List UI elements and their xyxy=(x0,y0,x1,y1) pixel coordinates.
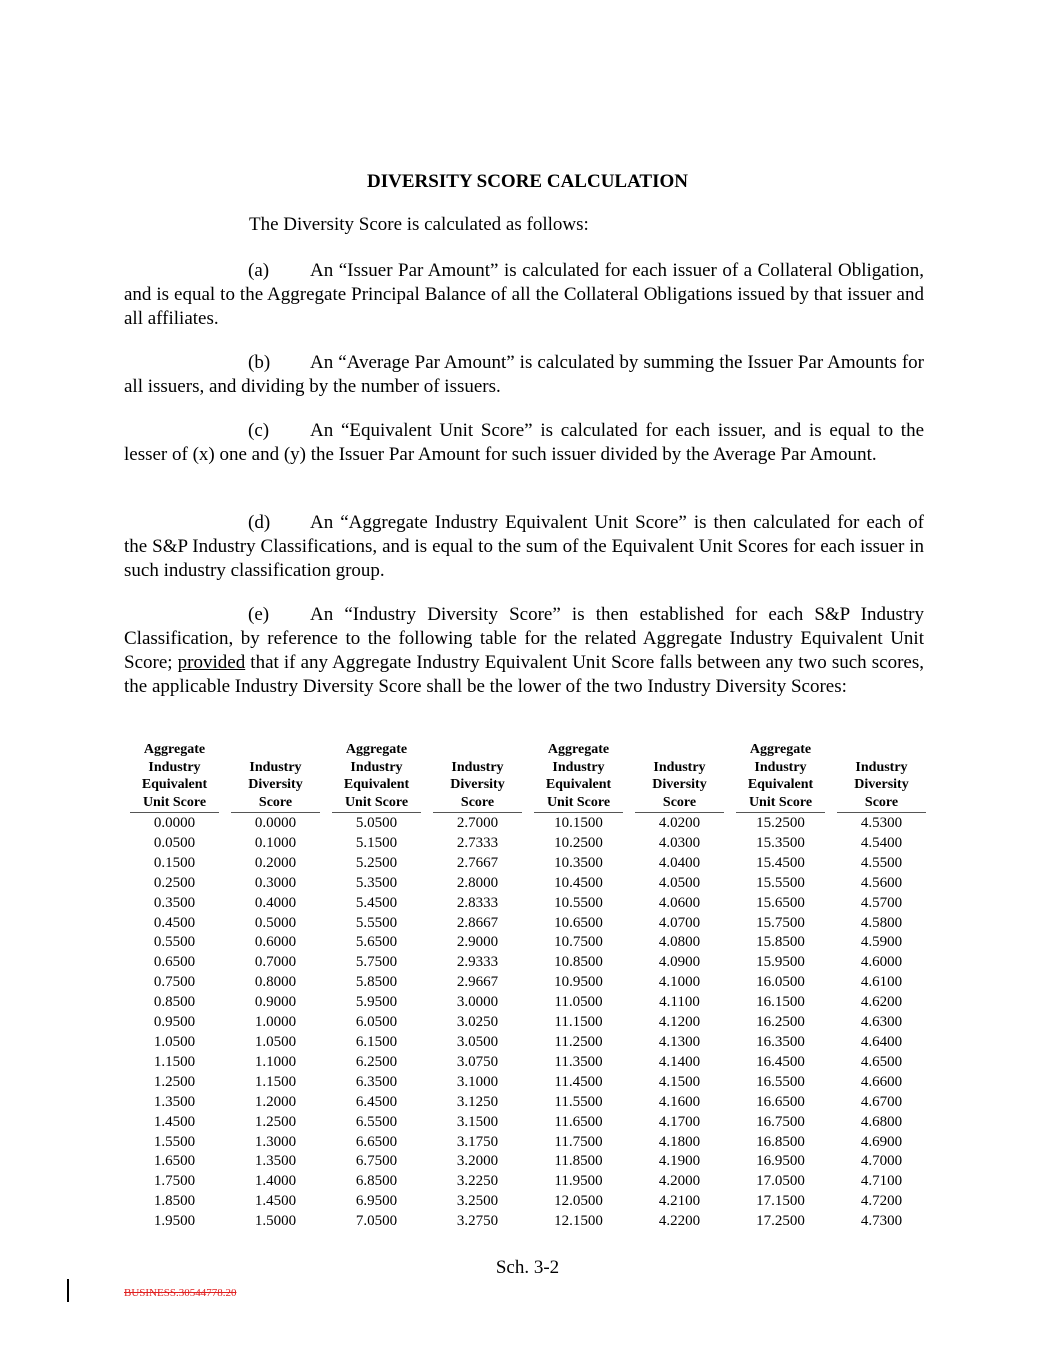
unit-score-cell: 0.5500 xyxy=(153,934,196,951)
unit-score-cell: 11.8500 xyxy=(554,1153,603,1170)
unit-score-cell: 16.8500 xyxy=(756,1133,805,1150)
column-header-line: Equivalent xyxy=(141,777,208,792)
column-header xyxy=(427,741,528,814)
unit-score-cell: 11.9500 xyxy=(554,1173,603,1190)
diversity-score-cell: 4.6100 xyxy=(860,974,903,991)
unit-score-cell: 0.0500 xyxy=(153,834,196,851)
unit-score-cell: 0.1500 xyxy=(153,854,196,871)
unit-score-cell: 17.1500 xyxy=(756,1193,805,1210)
diversity-score-cell: 4.0500 xyxy=(658,874,701,891)
unit-score-cell: 7.0500 xyxy=(355,1213,398,1230)
column-header-line: Industry xyxy=(451,759,504,775)
diversity-score-cell: 2.7333 xyxy=(456,834,499,851)
column-header-line: Score xyxy=(662,794,697,810)
paragraph-label: (e) xyxy=(248,604,270,625)
unit-score-cell: 15.2500 xyxy=(756,815,805,831)
diversity-score-cell: 3.2750 xyxy=(456,1213,499,1230)
unit-score-cell: 5.3500 xyxy=(355,874,398,891)
diversity-score-cell: 4.5600 xyxy=(860,874,903,891)
unit-score-cell: 6.3500 xyxy=(355,1073,398,1090)
diversity-score-cell: 0.3000 xyxy=(254,874,297,891)
table-row xyxy=(124,854,932,874)
column-header-line: Equivalent xyxy=(545,777,612,792)
paragraph-label: (c) xyxy=(248,420,270,441)
diversity-score-cell: 1.1000 xyxy=(254,1053,297,1070)
diversity-score-cell: 4.1400 xyxy=(658,1053,701,1070)
diversity-score-cell: 3.0250 xyxy=(456,1014,499,1031)
table-row xyxy=(124,834,932,854)
table-row xyxy=(124,1013,932,1033)
column-header-line xyxy=(433,741,522,759)
diversity-score-cell: 4.7000 xyxy=(860,1153,903,1170)
diversity-score-table xyxy=(124,741,932,1232)
column-header xyxy=(124,741,225,814)
page-number: Sch. 3-2 xyxy=(495,1257,560,1278)
diversity-score-cell: 4.0200 xyxy=(658,815,701,831)
table-row xyxy=(124,1192,932,1212)
diversity-score-cell: 0.6000 xyxy=(254,934,297,951)
diversity-score-cell: 0.2000 xyxy=(254,854,297,871)
column-header xyxy=(730,741,831,814)
table-row xyxy=(124,973,932,993)
column-header xyxy=(831,741,932,814)
diversity-score-cell: 4.7200 xyxy=(860,1193,903,1210)
unit-score-cell: 11.1500 xyxy=(554,1014,603,1031)
unit-score-cell: 10.9500 xyxy=(554,974,603,991)
table-row xyxy=(124,1172,932,1192)
diversity-score-cell: 4.1200 xyxy=(658,1014,701,1031)
diversity-score-cell: 0.7000 xyxy=(254,954,297,971)
paragraph-a xyxy=(124,259,924,331)
diversity-score-cell: 4.0300 xyxy=(658,834,701,851)
unit-score-cell: 6.5500 xyxy=(355,1113,398,1130)
unit-score-cell: 1.3500 xyxy=(153,1093,196,1110)
diversity-score-cell: 4.6300 xyxy=(860,1014,903,1031)
table-row xyxy=(124,1093,932,1113)
unit-score-cell: 6.1500 xyxy=(355,1033,398,1050)
unit-score-cell: 1.4500 xyxy=(153,1113,196,1130)
unit-score-cell: 16.5500 xyxy=(756,1073,805,1090)
unit-score-cell: 1.0500 xyxy=(153,1033,196,1050)
diversity-score-cell: 4.5900 xyxy=(860,934,903,951)
diversity-score-cell: 4.0600 xyxy=(658,894,701,911)
unit-score-cell: 5.2500 xyxy=(355,854,398,871)
paragraph-e xyxy=(124,603,924,699)
unit-score-cell: 0.3500 xyxy=(153,894,196,911)
diversity-score-cell: 0.1000 xyxy=(254,834,297,851)
table-row xyxy=(124,1033,932,1053)
unit-score-cell: 10.5500 xyxy=(554,894,603,911)
paragraph-label: (b) xyxy=(248,352,271,373)
unit-score-cell: 0.9500 xyxy=(153,1014,196,1031)
column-header-line: Industry xyxy=(552,759,605,775)
paragraph-text: An “Aggregate Industry Equivalent Unit Score” is then calculated for each of the S&P Industry Classifications, and is equal to the sum of the Equivalent Unit Scores for each issuer in such industry classification group. xyxy=(124,512,924,581)
unit-score-cell: 6.2500 xyxy=(355,1053,398,1070)
unit-score-cell: 16.6500 xyxy=(756,1093,805,1110)
diversity-score-cell: 3.1750 xyxy=(456,1133,499,1150)
diversity-score-cell: 4.1800 xyxy=(658,1133,701,1150)
diversity-score-cell: 2.9333 xyxy=(456,954,499,971)
column-header xyxy=(225,741,326,814)
unit-score-cell: 16.2500 xyxy=(756,1014,805,1031)
diversity-score-cell: 2.8333 xyxy=(456,894,499,911)
diversity-score-cell: 3.2000 xyxy=(456,1153,499,1170)
column-header-line: Industry xyxy=(148,759,201,775)
diversity-score-cell: 4.6900 xyxy=(860,1133,903,1150)
diversity-score-cell: 4.1700 xyxy=(658,1113,701,1130)
diversity-score-cell: 4.5800 xyxy=(860,914,903,931)
column-header-line: Aggregate xyxy=(749,742,812,757)
unit-score-cell: 15.3500 xyxy=(756,834,805,851)
paragraph-d xyxy=(124,511,924,583)
diversity-score-cell: 1.5000 xyxy=(254,1213,297,1230)
unit-score-cell: 5.9500 xyxy=(355,994,398,1011)
unit-score-cell: 1.5500 xyxy=(153,1133,196,1150)
column-header xyxy=(528,741,629,814)
unit-score-cell: 0.4500 xyxy=(153,914,196,931)
unit-score-cell: 10.4500 xyxy=(554,874,603,891)
table-row xyxy=(124,874,932,894)
column-header-line: Unit Score xyxy=(142,794,207,810)
column-header-line: Equivalent xyxy=(343,777,410,792)
document-id: BUSINESS.30544778.20 xyxy=(124,1287,237,1299)
unit-score-cell: 6.8500 xyxy=(355,1173,398,1190)
table-row xyxy=(124,953,932,973)
unit-score-cell: 6.6500 xyxy=(355,1133,398,1150)
column-header-line: Diversity xyxy=(854,777,909,792)
unit-score-cell: 5.6500 xyxy=(355,934,398,951)
diversity-score-cell: 4.2000 xyxy=(658,1173,701,1190)
unit-score-cell: 16.7500 xyxy=(756,1113,805,1130)
column-header-line xyxy=(837,741,926,759)
column-header-line: Diversity xyxy=(248,777,303,792)
diversity-score-cell: 4.6700 xyxy=(860,1093,903,1110)
diversity-score-cell: 3.0500 xyxy=(456,1033,499,1050)
unit-score-cell: 5.4500 xyxy=(355,894,398,911)
diversity-score-cell: 1.4500 xyxy=(254,1193,297,1210)
paragraph-b xyxy=(124,351,924,399)
unit-score-cell: 11.4500 xyxy=(554,1073,603,1090)
column-header-line: Industry xyxy=(653,759,706,775)
diversity-score-cell: 0.8000 xyxy=(254,974,297,991)
unit-score-cell: 1.2500 xyxy=(153,1073,196,1090)
paragraph-label: (a) xyxy=(248,260,270,281)
unit-score-cell: 6.7500 xyxy=(355,1153,398,1170)
diversity-score-cell: 0.4000 xyxy=(254,894,297,911)
diversity-score-cell: 4.5500 xyxy=(860,854,903,871)
unit-score-cell: 1.1500 xyxy=(153,1053,196,1070)
diversity-score-cell: 3.2250 xyxy=(456,1173,499,1190)
column-header-line xyxy=(635,741,724,759)
column-header-line: Industry xyxy=(855,759,908,775)
table-row xyxy=(124,1073,932,1093)
diversity-score-cell: 3.1250 xyxy=(456,1093,499,1110)
diversity-score-cell: 2.9000 xyxy=(456,934,499,951)
unit-score-cell: 15.5500 xyxy=(756,874,805,891)
unit-score-cell: 16.0500 xyxy=(756,974,805,991)
diversity-score-cell: 3.1000 xyxy=(456,1073,499,1090)
diversity-score-cell: 4.6800 xyxy=(860,1113,903,1130)
unit-score-cell: 15.9500 xyxy=(756,954,805,971)
diversity-score-cell: 2.8667 xyxy=(456,914,499,931)
table-row xyxy=(124,993,932,1013)
column-header-line: Unit Score xyxy=(344,794,409,810)
column-header-line: Industry xyxy=(754,759,807,775)
diversity-score-cell: 4.1000 xyxy=(658,974,701,991)
provided-underlined: provided xyxy=(177,652,246,673)
unit-score-cell: 0.8500 xyxy=(153,994,196,1011)
paragraph-label: (d) xyxy=(248,512,271,533)
diversity-score-cell: 3.0000 xyxy=(456,994,499,1011)
diversity-score-cell: 4.1600 xyxy=(658,1093,701,1110)
diversity-score-cell: 4.5300 xyxy=(860,815,903,831)
diversity-score-cell: 1.0500 xyxy=(254,1033,297,1050)
unit-score-cell: 5.8500 xyxy=(355,974,398,991)
diversity-score-cell: 2.9667 xyxy=(456,974,499,991)
diversity-score-cell: 4.5400 xyxy=(860,834,903,851)
column-header xyxy=(629,741,730,814)
table-row xyxy=(124,1152,932,1172)
paragraph-c xyxy=(124,419,924,467)
column-header-line: Industry xyxy=(350,759,403,775)
unit-score-cell: 10.3500 xyxy=(554,854,603,871)
unit-score-cell: 5.5500 xyxy=(355,914,398,931)
column-header-line: Unit Score xyxy=(748,794,813,810)
table-row xyxy=(124,1053,932,1073)
table-row xyxy=(124,1113,932,1133)
column-header-line: Equivalent xyxy=(747,777,814,792)
unit-score-cell: 15.8500 xyxy=(756,934,805,951)
unit-score-cell: 5.1500 xyxy=(355,834,398,851)
diversity-score-cell: 4.6500 xyxy=(860,1053,903,1070)
diversity-score-cell: 4.6400 xyxy=(860,1033,903,1050)
unit-score-cell: 17.0500 xyxy=(756,1173,805,1190)
paragraph-text: An “Equivalent Unit Score” is calculated for each issuer, and is equal to the lesser of (x) one and (y) the Issuer Par Amount for such issuer divided by the Average Par Amount. xyxy=(124,420,924,465)
table-header-row xyxy=(124,741,932,814)
unit-score-cell: 1.7500 xyxy=(153,1173,196,1190)
unit-score-cell: 11.5500 xyxy=(554,1093,603,1110)
diversity-score-cell: 2.7000 xyxy=(456,815,499,831)
unit-score-cell: 11.3500 xyxy=(554,1053,603,1070)
diversity-score-cell: 1.0000 xyxy=(254,1014,297,1031)
diversity-score-cell: 4.0400 xyxy=(658,854,701,871)
paragraph-text: An “Issuer Par Amount” is calculated for each issuer of a Collateral Obligation, and is equal to the Aggregate Principal Balance of all the Collateral Obligations issued by that issuer and all affiliates. xyxy=(124,260,924,329)
unit-score-cell: 0.6500 xyxy=(153,954,196,971)
table-row xyxy=(124,1133,932,1153)
unit-score-cell: 5.7500 xyxy=(355,954,398,971)
diversity-score-cell: 3.1500 xyxy=(456,1113,499,1130)
unit-score-cell: 11.2500 xyxy=(554,1033,603,1050)
table-row xyxy=(124,814,932,834)
unit-score-cell: 0.7500 xyxy=(153,974,196,991)
diversity-score-cell: 2.7667 xyxy=(456,854,499,871)
unit-score-cell: 6.4500 xyxy=(355,1093,398,1110)
diversity-score-cell: 2.8000 xyxy=(456,874,499,891)
diversity-score-cell: 3.2500 xyxy=(456,1193,499,1210)
unit-score-cell: 12.0500 xyxy=(554,1193,603,1210)
unit-score-cell: 6.9500 xyxy=(355,1193,398,1210)
diversity-score-cell: 4.2200 xyxy=(658,1213,701,1230)
unit-score-cell: 5.0500 xyxy=(355,815,398,831)
unit-score-cell: 11.6500 xyxy=(554,1113,603,1130)
diversity-score-cell: 4.0700 xyxy=(658,914,701,931)
unit-score-cell: 0.0000 xyxy=(153,815,196,831)
page-title: DIVERSITY SCORE CALCULATION xyxy=(367,171,688,192)
paragraph-text: An “Industry Diversity Score” is then established for each S&P Industry Classification, by reference to the following table for the related Aggregate Industry Equivalent Unit Score; xyxy=(124,604,924,673)
unit-score-cell: 10.7500 xyxy=(554,934,603,951)
column-header-line: Score xyxy=(864,794,899,810)
column-header-line: Aggregate xyxy=(547,742,610,757)
intro-text: The Diversity Score is calculated as follows: xyxy=(249,214,589,235)
diversity-score-cell: 1.1500 xyxy=(254,1073,297,1090)
unit-score-cell: 11.7500 xyxy=(554,1133,603,1150)
column-header-line: Aggregate xyxy=(143,742,206,757)
change-bar xyxy=(67,1279,69,1302)
diversity-score-cell: 4.0900 xyxy=(658,954,701,971)
diversity-score-cell: 4.7300 xyxy=(860,1213,903,1230)
unit-score-cell: 10.1500 xyxy=(554,815,603,831)
diversity-score-cell: 1.2500 xyxy=(254,1113,297,1130)
column-header-line: Unit Score xyxy=(546,794,611,810)
unit-score-cell: 6.0500 xyxy=(355,1014,398,1031)
diversity-score-cell: 1.4000 xyxy=(254,1173,297,1190)
table-row xyxy=(124,1212,932,1232)
unit-score-cell: 16.4500 xyxy=(756,1053,805,1070)
diversity-score-cell: 4.6600 xyxy=(860,1073,903,1090)
unit-score-cell: 1.8500 xyxy=(153,1193,196,1210)
unit-score-cell: 10.6500 xyxy=(554,914,603,931)
diversity-score-cell: 4.2100 xyxy=(658,1193,701,1210)
column-header-line: Aggregate xyxy=(345,742,408,757)
table-body xyxy=(124,814,932,1232)
diversity-score-cell: 1.3000 xyxy=(254,1133,297,1150)
table-row xyxy=(124,933,932,953)
unit-score-cell: 12.1500 xyxy=(554,1213,603,1230)
unit-score-cell: 15.6500 xyxy=(756,894,805,911)
unit-score-cell: 10.2500 xyxy=(554,834,603,851)
diversity-score-cell: 4.1900 xyxy=(658,1153,701,1170)
diversity-score-cell: 4.1100 xyxy=(659,994,700,1011)
diversity-score-cell: 4.6000 xyxy=(860,954,903,971)
unit-score-cell: 10.8500 xyxy=(554,954,603,971)
column-header xyxy=(326,741,427,814)
unit-score-cell: 0.2500 xyxy=(153,874,196,891)
diversity-score-cell: 4.1500 xyxy=(658,1073,701,1090)
column-header-line: Industry xyxy=(249,759,302,775)
diversity-score-cell: 4.5700 xyxy=(860,894,903,911)
column-header-line: Diversity xyxy=(450,777,505,792)
diversity-score-cell: 0.5000 xyxy=(254,914,297,931)
unit-score-cell: 16.3500 xyxy=(756,1033,805,1050)
unit-score-cell: 16.9500 xyxy=(756,1153,805,1170)
unit-score-cell: 1.6500 xyxy=(153,1153,196,1170)
unit-score-cell: 11.0500 xyxy=(554,994,603,1011)
diversity-score-cell: 4.7100 xyxy=(860,1173,903,1190)
column-header-line: Diversity xyxy=(652,777,707,792)
paragraph-text: An “Average Par Amount” is calculated by summing the Issuer Par Amounts for all issuers, and dividing by the number of issuers. xyxy=(124,352,924,397)
unit-score-cell: 15.4500 xyxy=(756,854,805,871)
paragraph-text: that if any Aggregate Industry Equivalent Unit Score falls between any two such scores, the applicable Industry Diversity Score shall be the lower of the two Industry Diversity Scores: xyxy=(124,652,924,697)
table-row xyxy=(124,894,932,914)
diversity-score-cell: 0.0000 xyxy=(254,815,297,831)
column-header-line: Score xyxy=(460,794,495,810)
unit-score-cell: 17.2500 xyxy=(756,1213,805,1230)
unit-score-cell: 1.9500 xyxy=(153,1213,196,1230)
diversity-score-cell: 1.3500 xyxy=(254,1153,297,1170)
column-header-line xyxy=(231,741,320,759)
diversity-score-cell: 1.2000 xyxy=(254,1093,297,1110)
diversity-score-cell: 0.9000 xyxy=(254,994,297,1011)
diversity-score-cell: 4.6200 xyxy=(860,994,903,1011)
column-header-line: Score xyxy=(258,794,293,810)
diversity-score-cell: 4.1300 xyxy=(658,1033,701,1050)
unit-score-cell: 15.7500 xyxy=(756,914,805,931)
table-row xyxy=(124,914,932,934)
diversity-score-cell: 4.0800 xyxy=(658,934,701,951)
diversity-score-cell: 3.0750 xyxy=(456,1053,499,1070)
unit-score-cell: 16.1500 xyxy=(756,994,805,1011)
